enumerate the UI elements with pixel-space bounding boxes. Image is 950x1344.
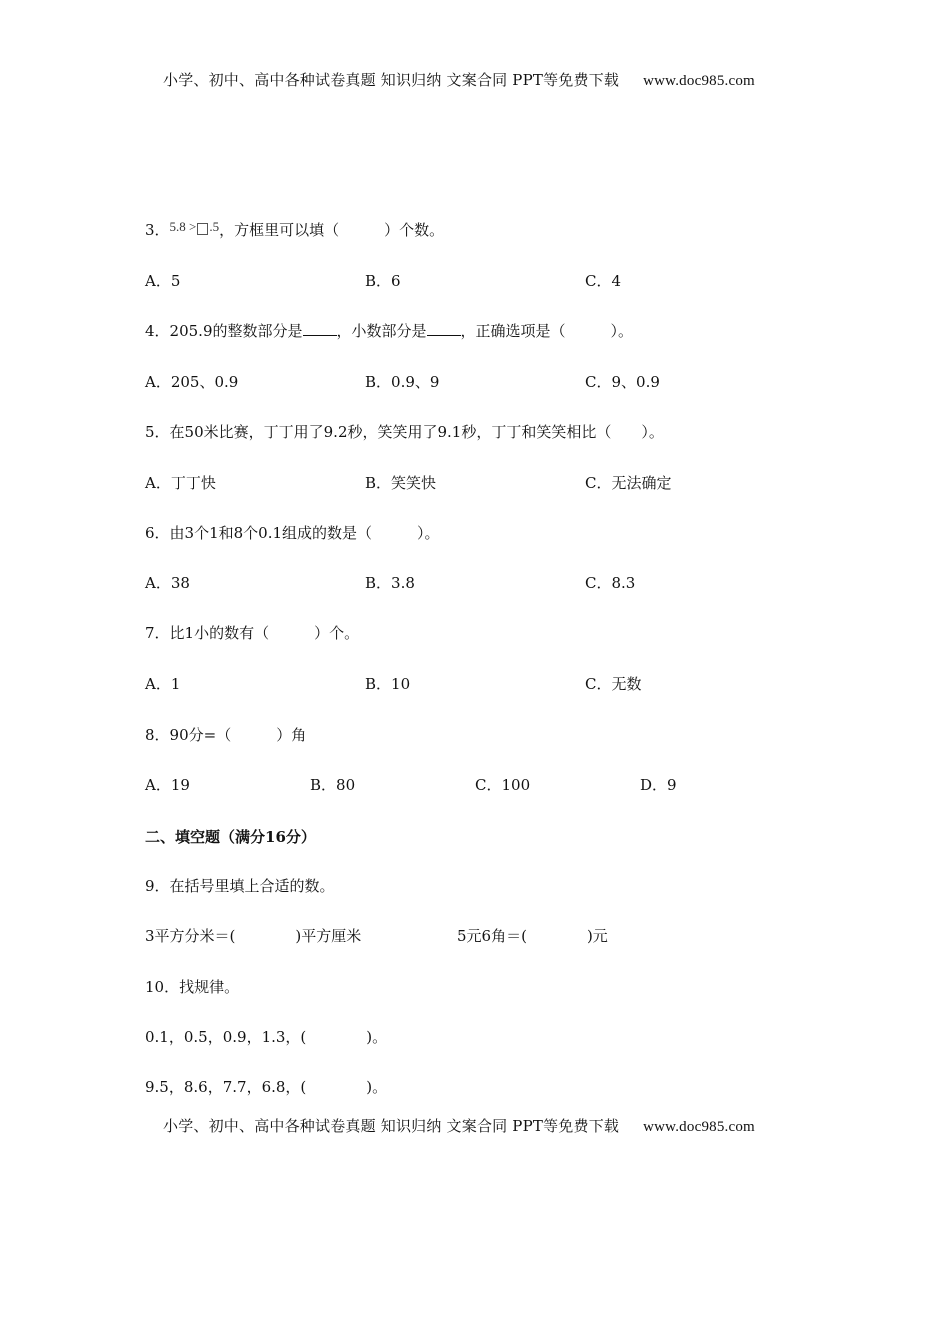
q4-blank-1 — [303, 321, 337, 336]
q6-option-b: B．3.8 — [365, 574, 415, 592]
header-url[interactable]: www.doc985.com — [643, 73, 755, 89]
page-header — [163, 69, 755, 90]
footer-text: 小学、初中、高中各种试卷真题 知识归纳 文案合同 PPT等免费下载 — [163, 1117, 620, 1135]
header-text: 小学、初中、高中各种试卷真题 知识归纳 文案合同 PPT等免费下载 — [163, 71, 620, 89]
q4-blank-2 — [427, 321, 461, 336]
q3-option-b: B．6 — [365, 272, 401, 290]
question-4 — [145, 321, 633, 341]
question-9: 9．在括号里填上合适的数。 — [145, 877, 335, 895]
q6-option-c: C．8.3 — [585, 574, 636, 592]
q5-option-a: A．丁丁快 — [145, 474, 216, 492]
q8-option-b: B．80 — [310, 776, 356, 794]
q4-option-c: C．9、0.9 — [585, 373, 660, 391]
q7-option-b: B．10 — [365, 675, 411, 693]
q3-math-right: .5 — [209, 219, 220, 234]
q4-option-a: A．205、0.9 — [145, 373, 239, 391]
question-6: 6．由3个1和8个0.1组成的数是（ ）。 — [145, 524, 440, 542]
q10-sequence-1: 0.1，0.5，0.9，1.3，( )。 — [145, 1028, 388, 1046]
page-footer — [163, 1115, 755, 1136]
question-3 — [145, 220, 444, 241]
q8-option-d: D．9 — [640, 776, 677, 794]
q3-option-c: C．4 — [585, 272, 622, 290]
q10-sequence-2: 9.5，8.6，7.7，6.8，( )。 — [145, 1078, 388, 1096]
section-title-fill-in: 二、填空题（满分16分） — [145, 828, 316, 846]
footer-url[interactable]: www.doc985.com — [643, 1119, 755, 1135]
q6-option-a: A．38 — [145, 574, 190, 592]
q5-option-b: B．笑笑快 — [365, 474, 437, 492]
q4-text-c: ，正确选项是（ ）。 — [460, 322, 634, 340]
question-5: 5．在50米比赛，丁丁用了9.2秒，笑笑用了9.1秒，丁丁和笑笑相比（ ）。 — [145, 423, 664, 441]
q4-text-a: 4．205.9的整数部分是 — [145, 322, 303, 340]
square-box-icon — [197, 223, 208, 235]
q3-option-a: A．5 — [145, 272, 181, 290]
q5-option-c: C．无法确定 — [585, 474, 672, 492]
q3-text: ，方框里可以填（ ）个数。 — [219, 221, 445, 239]
q8-option-c: C．100 — [475, 776, 531, 794]
question-10: 10．找规律。 — [145, 978, 240, 996]
q9-part-2: 5元6角＝( )元 — [457, 927, 608, 945]
q4-option-b: B．0.9、9 — [365, 373, 440, 391]
q3-math-left: 5.8 > — [169, 219, 197, 234]
q7-option-c: C．无数 — [585, 675, 642, 693]
question-8: 8．90分=（ ）角 — [145, 726, 307, 744]
q3-number: 3． — [145, 221, 170, 239]
q8-option-a: A．19 — [145, 776, 190, 794]
q4-text-b: ，小数部分是 — [336, 322, 427, 340]
question-7: 7．比1小的数有（ ）个。 — [145, 624, 360, 642]
q9-part-1: 3平方分米＝( )平方厘米 — [145, 927, 362, 945]
q7-option-a: A．1 — [145, 675, 181, 693]
